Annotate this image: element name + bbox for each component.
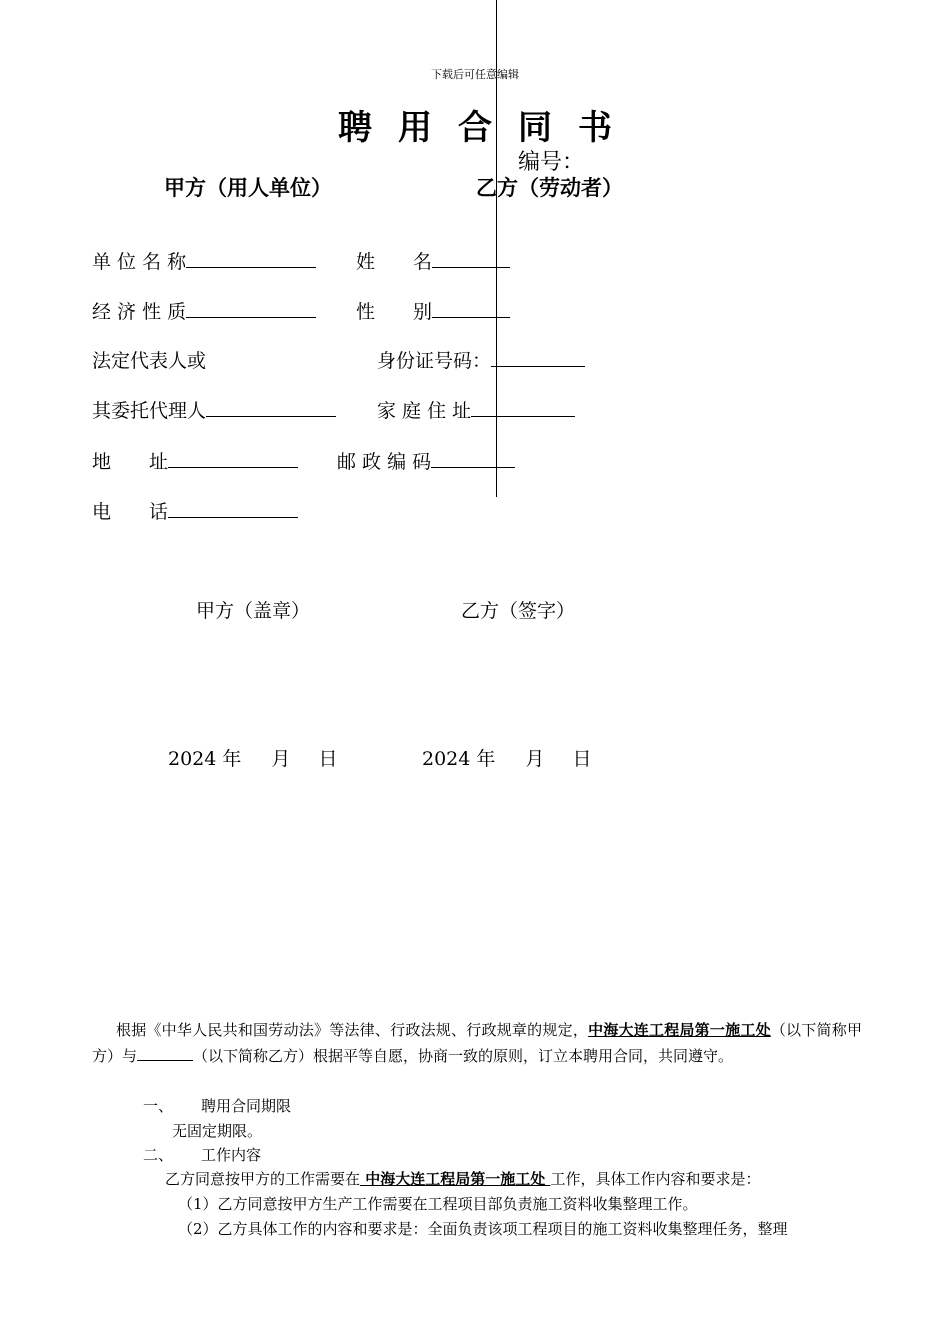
field-label: 性 别 <box>356 301 433 323</box>
field-label: 地 址 <box>92 451 169 473</box>
party-a-heading: 甲方（用人单位） <box>164 175 332 200</box>
fill-line[interactable] <box>186 297 316 318</box>
section-2-text-1: 乙方同意按甲方的工作需要在 <box>165 1170 361 1188</box>
date-day-char: 日 <box>572 748 592 770</box>
fill-line[interactable] <box>168 447 298 468</box>
fill-line[interactable] <box>206 396 336 417</box>
field-unit-name <box>92 247 316 274</box>
serial-number-label: 编号： <box>518 150 585 175</box>
field-postal-code <box>337 447 515 474</box>
date-party-b <box>422 744 591 771</box>
field-label: 单 位 名 称 <box>92 251 187 273</box>
section-2-intro <box>165 1166 760 1192</box>
section-1-heading <box>143 1093 291 1119</box>
date-year-char: 年 <box>476 748 496 770</box>
download-note: 下载后可任意编辑 <box>431 68 519 81</box>
party-b-heading: 乙方（劳动者） <box>476 175 623 200</box>
fill-line[interactable] <box>431 447 515 468</box>
field-legal-rep <box>92 346 206 373</box>
date-year: 2024 <box>422 748 471 770</box>
intro-text-1: 根据《中华人民共和国劳动法》等法律、行政法规、行政规章的规定， <box>116 1021 589 1039</box>
company-name: 中海大连工程局第一施工处 <box>588 1021 771 1039</box>
date-month-char: 月 <box>525 748 545 770</box>
fill-line[interactable] <box>432 247 510 268</box>
section-title: 工作内容 <box>201 1146 262 1164</box>
field-label: 电 话 <box>92 501 169 523</box>
section-2-text-2: 工作，具体工作内容和要求是： <box>550 1170 761 1188</box>
field-label: 邮 政 编 码 <box>337 451 432 473</box>
fill-line[interactable] <box>168 497 298 518</box>
field-gender <box>356 297 510 324</box>
fill-line[interactable] <box>432 297 510 318</box>
field-label: 其委托代理人 <box>92 400 207 422</box>
field-economic-nature <box>92 297 316 324</box>
field-label: 家 庭 住 址 <box>377 400 472 422</box>
date-year: 2024 <box>168 748 217 770</box>
section-2-heading <box>143 1142 261 1168</box>
field-label: 法定代表人或 <box>92 350 207 372</box>
item-1: （1）乙方同意按甲方生产工作需要在工程项目部负责施工资料收集整理工作。 <box>178 1195 698 1213</box>
fill-line[interactable] <box>471 396 575 417</box>
fill-line[interactable] <box>491 346 585 367</box>
party-a-seal: 甲方（盖章） <box>196 600 311 622</box>
date-day-char: 日 <box>318 748 338 770</box>
contract-title: 聘用合同书 <box>338 108 638 148</box>
field-home-address <box>377 396 575 423</box>
party-b-blank[interactable] <box>137 1045 193 1061</box>
party-b-signature: 乙方（签字） <box>461 600 576 622</box>
field-label: 姓 名 <box>356 251 433 273</box>
item-2: （2）乙方具体工作的内容和要求是：全面负责该项工程项目的施工资料收集整理任务，整理 <box>178 1220 788 1238</box>
field-phone <box>92 497 298 524</box>
field-label: 经 济 性 质 <box>92 301 187 323</box>
section-number: 一、 <box>143 1097 174 1115</box>
intro-text-2: （以下简称甲方）与 <box>92 1021 862 1065</box>
section-number: 二、 <box>143 1146 174 1164</box>
intro-text-3: （以下简称乙方）根据平等自愿，协商一致的原则，订立本聘用合同，共同遵守。 <box>193 1047 734 1065</box>
date-month-char: 月 <box>271 748 291 770</box>
field-label: 身份证号码： <box>377 350 492 372</box>
company-name: 中海大连工程局第一施工处 <box>360 1170 551 1188</box>
field-agent <box>92 396 336 423</box>
intro-paragraph <box>92 1017 862 1069</box>
field-name <box>356 247 510 274</box>
fill-line[interactable] <box>186 247 316 268</box>
date-year-char: 年 <box>222 748 242 770</box>
date-party-a <box>168 744 337 771</box>
section-1-text: 无固定期限。 <box>172 1122 263 1140</box>
field-address <box>92 447 298 474</box>
field-id-number <box>377 346 585 373</box>
section-title: 聘用合同期限 <box>201 1097 292 1115</box>
